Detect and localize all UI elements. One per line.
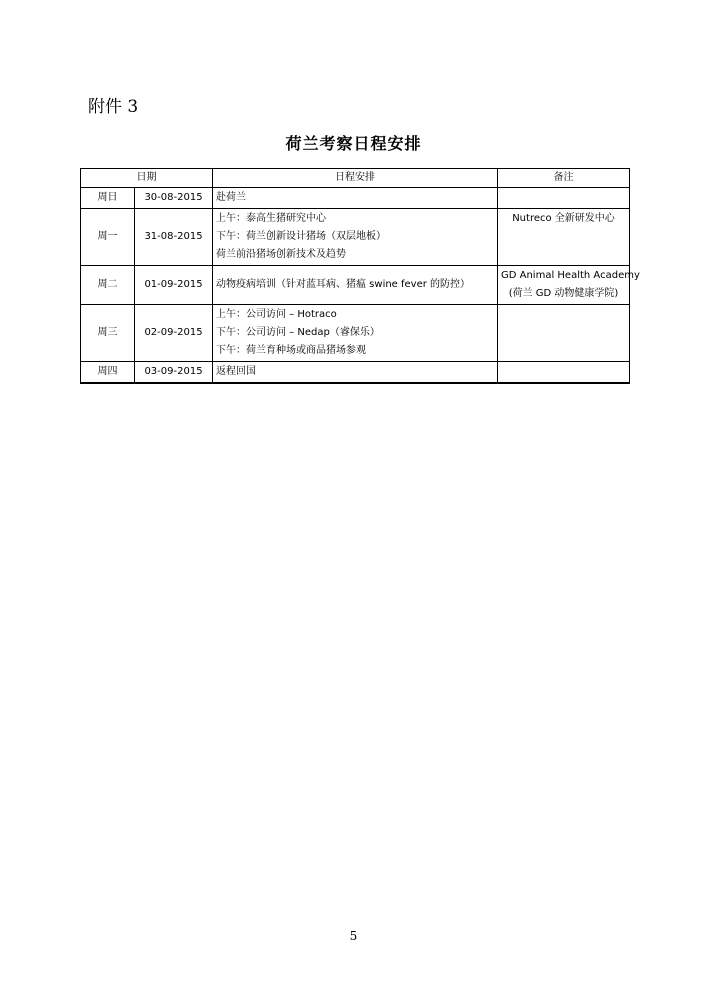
date-cell: 02-09-2015 [135,305,213,362]
table-row [81,266,630,305]
attachment-label: 附件 3 [88,97,139,117]
schedule-cell [213,305,498,362]
schedule-line: 动物疫病培训（针对蓝耳病、猪瘟 swine fever 的防控） [216,279,471,290]
day-cell: 周日 [81,188,135,209]
date-cell: 03-09-2015 [135,362,213,384]
notes-cell [498,209,630,266]
schedule-line: 返程回国 [216,366,256,377]
date-cell: 30-08-2015 [135,188,213,209]
header-notes: 备注 [498,169,630,188]
table-row [81,362,630,384]
date-cell: 01-09-2015 [135,266,213,305]
schedule-line: 上午：泰高生猪研究中心 [216,213,326,224]
day-cell: 周一 [81,209,135,266]
schedule-line: 荷兰前沿猪场创新技术及趋势 [216,249,346,260]
header-schedule: 日程安排 [213,169,498,188]
schedule-cell [213,266,498,305]
schedule-cell [213,188,498,209]
schedule-table [80,168,640,384]
notes-cell [498,188,630,209]
table-row [81,305,630,362]
notes-line: (荷兰 GD 动物健康学院) [508,288,619,299]
day-cell: 周三 [81,305,135,362]
day-cell: 周四 [81,362,135,384]
date-cell: 31-08-2015 [135,209,213,266]
notes-line: GD Animal Health Academy [501,270,640,281]
schedule-line: 上午：公司访问 – Hotraco [216,309,337,320]
table-row [81,188,630,209]
day-cell: 周二 [81,266,135,305]
page-number: 5 [349,929,358,943]
notes-line: Nutreco 全新研发中心 [512,213,615,224]
notes-cell [498,362,630,384]
schedule-cell [213,209,498,266]
table-row [81,209,630,266]
schedule-line: 下午：荷兰创新设计猪场（双层地板） [216,231,386,242]
schedule-line: 下午：荷兰育种场或商品猪场参观 [216,345,366,356]
schedule-line: 赴荷兰 [216,192,246,203]
notes-cell [498,305,630,362]
notes-cell [498,266,640,305]
header-date: 日期 [81,169,213,188]
page-title: 荷兰考察日程安排 [285,134,422,153]
table-header-row [81,169,630,188]
schedule-cell [213,362,498,384]
schedule-line: 下午：公司访问 – Nedap（睿保乐） [216,327,380,338]
